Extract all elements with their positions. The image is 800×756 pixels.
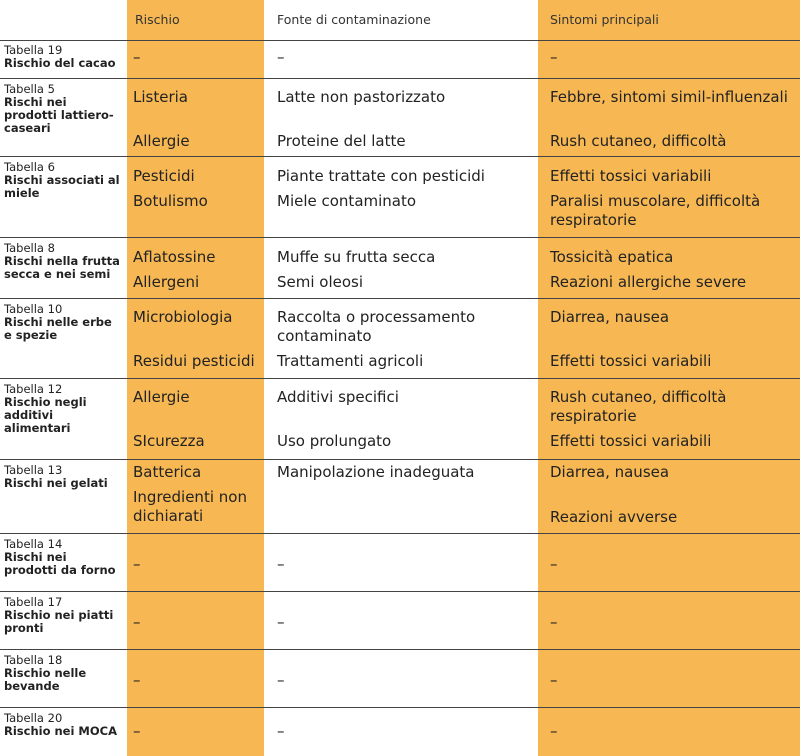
- row-title: Rischi associati al miele: [4, 173, 120, 200]
- source-cell: –: [277, 555, 285, 573]
- risk-cell: Pesticidi: [133, 167, 195, 185]
- row-label: [4, 303, 122, 342]
- row-title: Rischio nei MOCA: [4, 724, 117, 738]
- source-cell: Semi oleosi: [277, 273, 364, 291]
- risk-cell: –: [133, 555, 141, 573]
- table-number: Tabella 6: [4, 160, 55, 174]
- row-title: Rischi nelle erbe e spezie: [4, 315, 112, 342]
- row-label: [4, 654, 122, 693]
- row-title: Rischi nei gelati: [4, 476, 108, 490]
- row-label: [4, 596, 122, 635]
- row-title: Rischio negli additivi alimentari: [4, 395, 87, 435]
- table-number: Tabella 14: [4, 537, 63, 551]
- row-title: Rischi nella frutta secca e nei semi: [4, 254, 120, 281]
- row-label: [4, 538, 122, 577]
- table-row: [0, 299, 800, 379]
- table-number: Tabella 19: [4, 43, 63, 57]
- risk-cell: SIcurezza: [133, 432, 205, 450]
- risk-cell: Microbiologia: [133, 308, 233, 326]
- row-label: [4, 712, 122, 738]
- risk-cell: Allergeni: [133, 273, 200, 291]
- symptoms-cell: Tossicità epatica: [550, 248, 674, 266]
- table-row: [0, 708, 800, 755]
- symptoms-cell: Reazioni allergiche severe: [550, 273, 747, 291]
- source-cell: Additivi specifici: [277, 388, 399, 406]
- table-row: [0, 534, 800, 592]
- symptoms-cell: –: [550, 671, 558, 689]
- symptoms-cell: Effetti tossici variabili: [550, 167, 712, 185]
- table-header: [0, 0, 800, 41]
- row-label: [4, 464, 122, 490]
- symptoms-cell: –: [550, 555, 558, 573]
- table-number: Tabella 8: [4, 241, 55, 255]
- source-cell: Proteine del latte: [277, 132, 406, 150]
- symptoms-cell: –: [550, 722, 558, 740]
- row-title: Rischio del cacao: [4, 56, 116, 70]
- row-title: Rischi nei prodotti lattiero-caseari: [4, 95, 114, 135]
- source-cell: Trattamenti agricoli: [277, 352, 424, 370]
- table-number: Tabella 5: [4, 82, 55, 96]
- table-row: [0, 79, 800, 157]
- symptoms-cell: –: [550, 613, 558, 631]
- row-title: Rischi nei prodotti da forno: [4, 550, 116, 577]
- symptoms-cell: –: [550, 48, 558, 66]
- source-cell: –: [277, 671, 285, 689]
- source-cell: Raccolta o processamento contaminato: [277, 308, 476, 345]
- risk-cell: Listeria: [133, 88, 188, 106]
- row-label: [4, 161, 122, 200]
- symptoms-cell: Paralisi muscolare, difficoltà respiratorie: [550, 192, 761, 229]
- source-cell: Piante trattate con pesticidi: [277, 167, 485, 185]
- risk-cell: –: [133, 48, 141, 66]
- table-number: Tabella 18: [4, 653, 63, 667]
- row-title: Rischio nelle bevande: [4, 666, 87, 693]
- symptoms-cell: Diarrea, nausea: [550, 308, 670, 326]
- header-symptoms: Sintomi principali: [550, 12, 659, 27]
- table-row: [0, 592, 800, 650]
- source-cell: –: [277, 613, 285, 631]
- risk-cell: Botulismo: [133, 192, 208, 210]
- header-source: Fonte di contaminazione: [277, 12, 431, 27]
- symptoms-cell: Effetti tossici variabili: [550, 432, 712, 450]
- table-row: [0, 460, 800, 534]
- row-label: [4, 242, 122, 281]
- symptoms-cell: Reazioni avverse: [550, 508, 678, 526]
- source-cell: Latte non pastorizzato: [277, 88, 446, 106]
- table-row: [0, 157, 800, 238]
- source-cell: Muffe su frutta secca: [277, 248, 436, 266]
- table-number: Tabella 12: [4, 382, 63, 396]
- symptoms-cell: Effetti tossici variabili: [550, 352, 712, 370]
- header-risk: Rischio: [135, 12, 180, 27]
- symptoms-cell: Diarrea, nausea: [550, 463, 670, 481]
- table-row: [0, 40, 800, 79]
- source-cell: –: [277, 48, 285, 66]
- table-number: Tabella 17: [4, 595, 63, 609]
- risk-cell: Allergie: [133, 132, 190, 150]
- table-row: [0, 650, 800, 708]
- risk-cell: –: [133, 722, 141, 740]
- table-number: Tabella 10: [4, 302, 63, 316]
- risk-cell: –: [133, 613, 141, 631]
- source-cell: Uso prolungato: [277, 432, 392, 450]
- symptoms-cell: Rush cutaneo, difficoltà respiratorie: [550, 388, 727, 425]
- symptoms-cell: Rush cutaneo, difficoltà: [550, 132, 727, 150]
- table-row: [0, 379, 800, 460]
- source-cell: Manipolazione inadeguata: [277, 463, 475, 481]
- risk-cell: Batterica: [133, 463, 202, 481]
- row-label: [4, 44, 122, 70]
- row-title: Rischio nei piatti pronti: [4, 608, 114, 635]
- source-cell: –: [277, 722, 285, 740]
- risk-cell: Ingredienti non dichiarati: [133, 488, 247, 525]
- table-row: [0, 238, 800, 299]
- row-label: [4, 383, 122, 435]
- table-number: Tabella 13: [4, 463, 63, 477]
- risk-cell: Aflatossine: [133, 248, 216, 266]
- risk-cell: Residui pesticidi: [133, 352, 255, 370]
- table-number: Tabella 20: [4, 711, 63, 725]
- source-cell: Miele contaminato: [277, 192, 417, 210]
- symptoms-cell: Febbre, sintomi simil-influenzali: [550, 88, 788, 106]
- risk-cell: Allergie: [133, 388, 190, 406]
- risk-cell: –: [133, 671, 141, 689]
- row-label: [4, 83, 122, 135]
